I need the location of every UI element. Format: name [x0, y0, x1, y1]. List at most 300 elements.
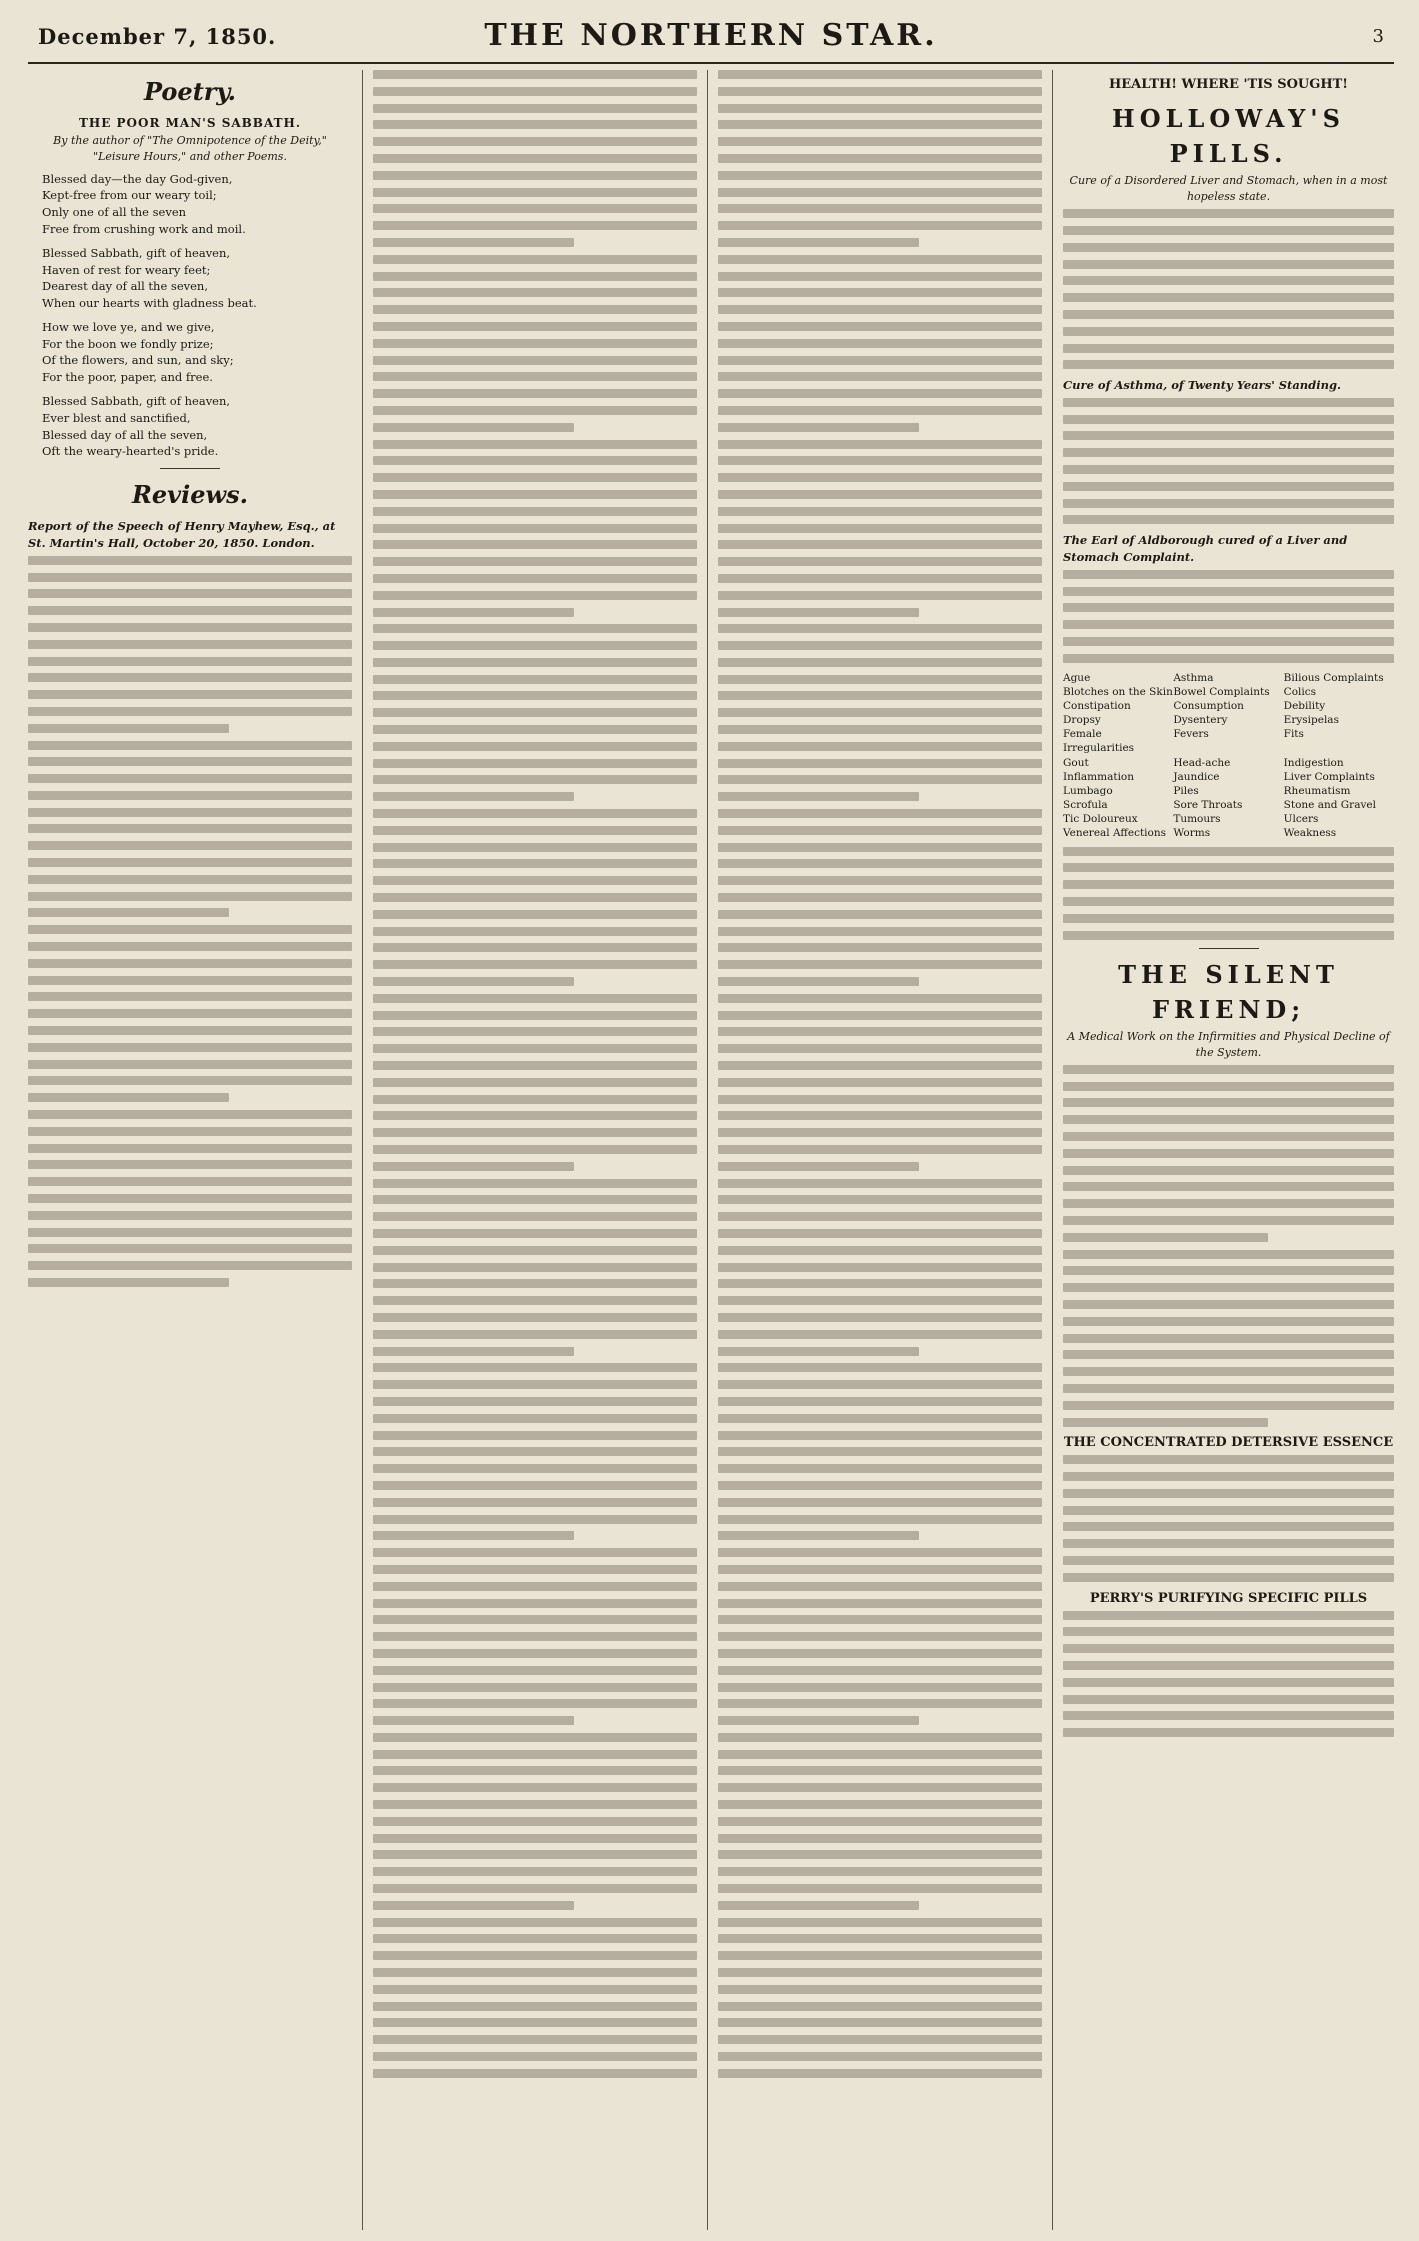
- text-line-placeholder: [718, 322, 1042, 331]
- ailment-item: Inflammation: [1063, 770, 1135, 783]
- text-line-placeholder: [1063, 1627, 1394, 1636]
- text-line-placeholder: [1063, 327, 1394, 336]
- text-line-placeholder: [28, 892, 352, 901]
- text-line-placeholder: [1063, 1283, 1394, 1292]
- text-line-placeholder: [718, 154, 1042, 163]
- text-line-placeholder: [373, 977, 574, 986]
- text-line-placeholder: [373, 624, 697, 633]
- text-line-placeholder: [373, 1027, 697, 1036]
- poem-line: Only one of all the seven: [42, 205, 187, 220]
- text-line-placeholder: [373, 171, 697, 180]
- text-line-placeholder: [1063, 1611, 1394, 1620]
- text-line-placeholder: [718, 1867, 1042, 1876]
- text-line-placeholder: [373, 1212, 697, 1221]
- text-line-placeholder: [718, 507, 1042, 516]
- text-line-placeholder: [718, 1195, 1042, 1204]
- text-line-placeholder: [373, 1800, 697, 1809]
- text-line-placeholder: [1063, 293, 1394, 302]
- column-2: [373, 70, 697, 2230]
- text-line-placeholder: [718, 372, 1042, 381]
- ailment-item: Dropsy: [1063, 714, 1101, 727]
- text-line-placeholder: [718, 406, 1042, 415]
- text-line-placeholder: [718, 1750, 1042, 1759]
- text-line-placeholder: [1063, 1250, 1394, 1259]
- text-line-placeholder: [718, 1649, 1042, 1658]
- text-line-placeholder: [718, 2002, 1042, 2011]
- advert-heading: HEALTH! WHERE 'TIS SOUGHT!: [1108, 77, 1349, 92]
- text-line-placeholder: [718, 1044, 1042, 1053]
- text-line-placeholder: [1063, 310, 1394, 319]
- text-line-placeholder: [1063, 587, 1394, 596]
- text-line-placeholder: [28, 657, 352, 666]
- poem-line: Free from crushing work and moil.: [42, 221, 246, 236]
- text-line-placeholder: [373, 1296, 697, 1305]
- text-line-placeholder: [373, 1666, 697, 1675]
- text-line-placeholder: [718, 691, 1042, 700]
- text-line-placeholder: [718, 960, 1042, 969]
- text-line-placeholder: [718, 1095, 1042, 1104]
- ailment-item: Constipation: [1063, 699, 1131, 712]
- text-line-placeholder: [1063, 637, 1394, 646]
- text-line-placeholder: [718, 2069, 1042, 2078]
- text-line-placeholder: [373, 473, 697, 482]
- text-line-placeholder: [718, 759, 1042, 768]
- text-line-placeholder: [28, 1093, 229, 1102]
- text-line-placeholder: [373, 305, 697, 314]
- ailment-item: Gout: [1063, 756, 1089, 769]
- ailment-item: Indigestion: [1283, 756, 1344, 769]
- poem-line: Blessed day of all the seven,: [42, 427, 208, 442]
- poem-title: THE POOR MAN'S SABBATH.: [78, 116, 302, 131]
- text-line-placeholder: [373, 1867, 697, 1876]
- text-line-placeholder: [718, 977, 919, 986]
- text-line-placeholder: [28, 1043, 352, 1052]
- text-line-placeholder: [373, 1515, 697, 1524]
- text-line-placeholder: [1063, 398, 1394, 407]
- text-line-placeholder: [28, 1160, 352, 1169]
- text-line-placeholder: [1063, 1506, 1394, 1515]
- text-line-placeholder: [373, 1699, 697, 1708]
- text-line-placeholder: [1063, 570, 1394, 579]
- text-line-placeholder: [373, 1649, 697, 1658]
- text-line-placeholder: [373, 591, 697, 600]
- advert-body-filler: [1063, 1065, 1394, 1427]
- text-line-placeholder: [373, 255, 697, 264]
- text-line-placeholder: [1063, 1401, 1394, 1410]
- text-line-placeholder: [718, 1800, 1042, 1809]
- text-line-placeholder: [373, 1162, 574, 1171]
- text-line-placeholder: [373, 104, 697, 113]
- text-line-placeholder: [718, 423, 919, 432]
- text-line-placeholder: [718, 1548, 1042, 1557]
- poem-line: Blessed day—the day God-given,: [42, 171, 233, 186]
- text-line-placeholder: [1063, 499, 1394, 508]
- text-line-placeholder: [373, 1229, 697, 1238]
- text-line-placeholder: [718, 440, 1042, 449]
- column-1: [28, 70, 352, 2230]
- ailment-item: Scrofula: [1063, 799, 1108, 812]
- text-line-placeholder: [1063, 1317, 1394, 1326]
- text-line-placeholder: [718, 221, 1042, 230]
- text-line-placeholder: [373, 1750, 697, 1759]
- text-line-placeholder: [1063, 863, 1394, 872]
- text-line-placeholder: [718, 742, 1042, 751]
- text-line-placeholder: [718, 1951, 1042, 1960]
- ailment-item: Tic Doloureux: [1063, 813, 1138, 826]
- text-line-placeholder: [373, 120, 697, 129]
- poem-line: Kept-free from our weary toil;: [42, 188, 217, 203]
- text-line-placeholder: [373, 1414, 697, 1423]
- text-line-placeholder: [373, 641, 697, 650]
- text-line-placeholder: [718, 1061, 1042, 1070]
- text-line-placeholder: [373, 910, 697, 919]
- column-rule: [1052, 70, 1053, 2230]
- text-line-placeholder: [1063, 1149, 1394, 1158]
- poem-byline: By the author of "The Omnipotence of the Deity," "Leisure Hours," and other Poems.: [53, 133, 327, 163]
- text-line-placeholder: [1063, 1065, 1394, 1074]
- text-line-placeholder: [718, 641, 1042, 650]
- text-line-placeholder: [373, 1632, 697, 1641]
- text-line-placeholder: [373, 1095, 697, 1104]
- text-line-placeholder: [373, 2052, 697, 2061]
- text-line-placeholder: [1063, 1082, 1394, 1091]
- ailment-item: Erysipelas: [1283, 714, 1339, 727]
- text-line-placeholder: [1063, 1132, 1394, 1141]
- text-line-placeholder: [373, 322, 697, 331]
- ailment-item: Debility: [1283, 699, 1326, 712]
- text-line-placeholder: [718, 1615, 1042, 1624]
- ailment-item: Rheumatism: [1283, 784, 1351, 797]
- advert-subtitle: Cure of a Disordered Liver and Stomach, when in a most hopeless state.: [1069, 174, 1388, 204]
- text-line-placeholder: [373, 1145, 697, 1154]
- text-line-placeholder: [373, 742, 697, 751]
- poem-line: When our hearts with gladness beat.: [42, 296, 257, 311]
- text-line-placeholder: [28, 942, 352, 951]
- text-line-placeholder: [28, 1228, 352, 1237]
- text-line-placeholder: [1063, 897, 1394, 906]
- ailment-item: Blotches on the Skin: [1063, 685, 1173, 698]
- text-line-placeholder: [718, 1296, 1042, 1305]
- ailment-item: Lumbago: [1063, 784, 1113, 797]
- poem-line: Oft the weary-hearted's pride.: [42, 444, 219, 459]
- text-line-placeholder: [1063, 482, 1394, 491]
- text-line-placeholder: [28, 808, 352, 817]
- text-line-placeholder: [718, 1347, 919, 1356]
- ailment-item: Tumours: [1173, 813, 1221, 826]
- text-line-placeholder: [1063, 1695, 1394, 1704]
- ailment-item: Stone and Gravel: [1283, 799, 1376, 812]
- columns: [28, 70, 1394, 2230]
- text-line-placeholder: [373, 389, 697, 398]
- text-line-placeholder: [718, 1145, 1042, 1154]
- text-line-placeholder: [373, 1783, 697, 1792]
- text-line-placeholder: [373, 1951, 697, 1960]
- review-heading: Report of the Speech of Henry Mayhew, Esq., at St. Martin's Hall, October 20, 1850. London.: [28, 519, 336, 550]
- text-line-placeholder: [28, 1026, 352, 1035]
- advert-body-filler: [1063, 1455, 1394, 1582]
- text-line-placeholder: [373, 1733, 697, 1742]
- text-line-placeholder: [28, 1076, 352, 1085]
- text-line-placeholder: [718, 1901, 919, 1910]
- text-line-placeholder: [718, 859, 1042, 868]
- text-line-placeholder: [373, 1347, 574, 1356]
- text-line-placeholder: [718, 288, 1042, 297]
- text-line-placeholder: [718, 1599, 1042, 1608]
- text-line-placeholder: [718, 1464, 1042, 1473]
- text-line-placeholder: [28, 875, 352, 884]
- text-line-placeholder: [28, 1194, 352, 1203]
- text-line-placeholder: [373, 1615, 697, 1624]
- ailment-item: Bowel Complaints: [1173, 685, 1270, 698]
- divider: [160, 468, 220, 469]
- text-line-placeholder: [1063, 448, 1394, 457]
- text-line-placeholder: [718, 1212, 1042, 1221]
- advert-body-filler: [1063, 847, 1394, 940]
- text-line-placeholder: [718, 792, 919, 801]
- text-line-placeholder: [718, 87, 1042, 96]
- text-line-placeholder: [373, 809, 697, 818]
- text-line-placeholder: [28, 858, 352, 867]
- text-line-placeholder: [28, 640, 352, 649]
- text-line-placeholder: [373, 759, 697, 768]
- text-line-placeholder: [718, 171, 1042, 180]
- text-line-placeholder: [1063, 243, 1394, 252]
- text-line-placeholder: [373, 154, 697, 163]
- text-line-placeholder: [718, 1934, 1042, 1943]
- text-line-placeholder: [718, 305, 1042, 314]
- text-line-placeholder: [1063, 344, 1394, 353]
- text-line-placeholder: [718, 1683, 1042, 1692]
- text-line-placeholder: [373, 927, 697, 936]
- text-line-placeholder: [718, 876, 1042, 885]
- text-line-placeholder: [28, 824, 352, 833]
- text-line-placeholder: [373, 272, 697, 281]
- purifying-pills-heading: PERRY'S PURIFYING SPECIFIC PILLS: [1089, 1590, 1368, 1606]
- text-line-placeholder: [373, 2069, 697, 2078]
- text-line-placeholder: [373, 2035, 697, 2044]
- text-line-placeholder: [718, 1246, 1042, 1255]
- text-line-placeholder: [1063, 654, 1394, 663]
- text-line-placeholder: [373, 1599, 697, 1608]
- text-line-placeholder: [1063, 360, 1394, 369]
- text-line-placeholder: [1063, 1098, 1394, 1107]
- text-line-placeholder: [1063, 1384, 1394, 1393]
- text-line-placeholder: [718, 1111, 1042, 1120]
- text-line-placeholder: [373, 1380, 697, 1389]
- text-line-placeholder: [1063, 931, 1394, 940]
- text-line-placeholder: [1063, 209, 1394, 218]
- advert-subtitle: A Medical Work on the Infirmities and Physical Decline of the System.: [1067, 1029, 1390, 1059]
- reviews-section-title: Reviews.: [131, 480, 249, 510]
- text-line-placeholder: [373, 1884, 697, 1893]
- text-line-placeholder: [718, 725, 1042, 734]
- advert-body-filler: [1063, 209, 1394, 369]
- text-line-placeholder: [718, 574, 1042, 583]
- poem-stanza: [28, 245, 352, 312]
- text-line-placeholder: [1063, 1489, 1394, 1498]
- text-line-placeholder: [373, 1968, 697, 1977]
- text-line-placeholder: [718, 1481, 1042, 1490]
- text-line-placeholder: [718, 2035, 1042, 2044]
- text-line-placeholder: [373, 204, 697, 213]
- text-line-placeholder: [28, 573, 352, 582]
- text-line-placeholder: [28, 1144, 352, 1153]
- text-line-placeholder: [1063, 1573, 1394, 1582]
- text-line-placeholder: [28, 908, 229, 917]
- text-line-placeholder: [718, 1632, 1042, 1641]
- text-line-placeholder: [373, 137, 697, 146]
- text-line-placeholder: [718, 188, 1042, 197]
- text-line-placeholder: [718, 1531, 919, 1540]
- text-line-placeholder: [718, 1414, 1042, 1423]
- poem-line: For the poor, paper, and free.: [42, 370, 213, 385]
- text-line-placeholder: [718, 456, 1042, 465]
- text-line-placeholder: [1063, 1711, 1394, 1720]
- article-body-filler: [373, 70, 697, 2078]
- text-line-placeholder: [1063, 1539, 1394, 1548]
- text-line-placeholder: [718, 1666, 1042, 1675]
- text-line-placeholder: [1063, 226, 1394, 235]
- text-line-placeholder: [718, 255, 1042, 264]
- poem-line: Blessed Sabbath, gift of heaven,: [42, 245, 231, 260]
- text-line-placeholder: [718, 238, 919, 247]
- text-line-placeholder: [373, 1817, 697, 1826]
- column-rule: [362, 70, 363, 2230]
- text-line-placeholder: [718, 910, 1042, 919]
- text-line-placeholder: [28, 1060, 352, 1069]
- text-line-placeholder: [373, 876, 697, 885]
- text-line-placeholder: [373, 691, 697, 700]
- text-line-placeholder: [1063, 1115, 1394, 1124]
- text-line-placeholder: [718, 1515, 1042, 1524]
- text-line-placeholder: [373, 356, 697, 365]
- text-line-placeholder: [718, 994, 1042, 1003]
- text-line-placeholder: [718, 1027, 1042, 1036]
- text-line-placeholder: [1063, 1300, 1394, 1309]
- text-line-placeholder: [718, 1699, 1042, 1708]
- text-line-placeholder: [373, 843, 697, 852]
- text-line-placeholder: [373, 893, 697, 902]
- text-line-placeholder: [373, 1044, 697, 1053]
- text-line-placeholder: [718, 591, 1042, 600]
- text-line-placeholder: [718, 1447, 1042, 1456]
- text-line-placeholder: [718, 658, 1042, 667]
- text-line-placeholder: [718, 927, 1042, 936]
- text-line-placeholder: [373, 1481, 697, 1490]
- text-line-placeholder: [373, 1011, 697, 1020]
- text-line-placeholder: [718, 70, 1042, 79]
- text-line-placeholder: [718, 675, 1042, 684]
- ailment-item: Fits: [1283, 728, 1304, 741]
- text-line-placeholder: [1063, 1661, 1394, 1670]
- text-line-placeholder: [373, 557, 697, 566]
- text-line-placeholder: [718, 1011, 1042, 1020]
- text-line-placeholder: [28, 724, 229, 733]
- text-line-placeholder: [373, 507, 697, 516]
- text-line-placeholder: [28, 992, 352, 1001]
- advert-body-filler: [1063, 570, 1394, 663]
- ailment-item: Venereal Affections: [1063, 827, 1167, 840]
- text-line-placeholder: [718, 1330, 1042, 1339]
- article-body-filler: [718, 70, 1042, 2078]
- text-line-placeholder: [1063, 603, 1394, 612]
- text-line-placeholder: [718, 1229, 1042, 1238]
- text-line-placeholder: [28, 1127, 352, 1136]
- text-line-placeholder: [373, 960, 697, 969]
- text-line-placeholder: [373, 2002, 697, 2011]
- text-line-placeholder: [373, 859, 697, 868]
- text-line-placeholder: [1063, 1334, 1394, 1343]
- text-line-placeholder: [718, 339, 1042, 348]
- text-line-placeholder: [1063, 1266, 1394, 1275]
- text-line-placeholder: [28, 606, 352, 615]
- poem-line: For the boon we fondly prize;: [42, 336, 214, 351]
- text-line-placeholder: [373, 943, 697, 952]
- text-line-placeholder: [1063, 465, 1394, 474]
- text-line-placeholder: [373, 608, 574, 617]
- column-3: [718, 70, 1042, 2230]
- text-line-placeholder: [718, 708, 1042, 717]
- text-line-placeholder: [718, 524, 1042, 533]
- text-line-placeholder: [718, 1817, 1042, 1826]
- column-4: [1063, 70, 1394, 2230]
- text-line-placeholder: [718, 389, 1042, 398]
- text-line-placeholder: [1063, 880, 1394, 889]
- text-line-placeholder: [718, 1985, 1042, 1994]
- text-line-placeholder: [373, 1918, 697, 1927]
- text-line-placeholder: [28, 1244, 352, 1253]
- text-line-placeholder: [718, 1716, 919, 1725]
- text-line-placeholder: [718, 1279, 1042, 1288]
- poem-stanza: [28, 319, 352, 386]
- text-line-placeholder: [718, 1263, 1042, 1272]
- page-header: [28, 14, 1394, 64]
- text-line-placeholder: [718, 809, 1042, 818]
- text-line-placeholder: [28, 1261, 352, 1270]
- text-line-placeholder: [718, 1498, 1042, 1507]
- text-line-placeholder: [373, 87, 697, 96]
- text-line-placeholder: [28, 1211, 352, 1220]
- detersive-essence-heading: THE CONCENTRATED DETERSIVE ESSENCE: [1063, 1435, 1394, 1451]
- text-line-placeholder: [718, 843, 1042, 852]
- text-line-placeholder: [373, 1985, 697, 1994]
- ailment-item: Liver Complaints: [1283, 770, 1375, 783]
- text-line-placeholder: [718, 272, 1042, 281]
- text-line-placeholder: [373, 775, 697, 784]
- poem-line: Ever blest and sanctified,: [42, 410, 191, 425]
- text-line-placeholder: [1063, 1418, 1268, 1427]
- text-line-placeholder: [718, 1766, 1042, 1775]
- text-line-placeholder: [373, 423, 574, 432]
- ailment-item: Colics: [1283, 685, 1316, 698]
- text-line-placeholder: [373, 406, 697, 415]
- text-line-placeholder: [28, 976, 352, 985]
- header-date: December 7, 1850.: [38, 24, 277, 49]
- text-line-placeholder: [373, 725, 697, 734]
- text-line-placeholder: [373, 1498, 697, 1507]
- text-line-placeholder: [373, 1397, 697, 1406]
- text-line-placeholder: [718, 608, 919, 617]
- text-line-placeholder: [1063, 847, 1394, 856]
- text-line-placeholder: [718, 1850, 1042, 1859]
- text-line-placeholder: [28, 623, 352, 632]
- text-line-placeholder: [28, 1110, 352, 1119]
- text-line-placeholder: [28, 556, 352, 565]
- text-line-placeholder: [718, 356, 1042, 365]
- text-line-placeholder: [718, 137, 1042, 146]
- poem-line: Dearest day of all the seven,: [42, 279, 208, 294]
- text-line-placeholder: [718, 1834, 1042, 1843]
